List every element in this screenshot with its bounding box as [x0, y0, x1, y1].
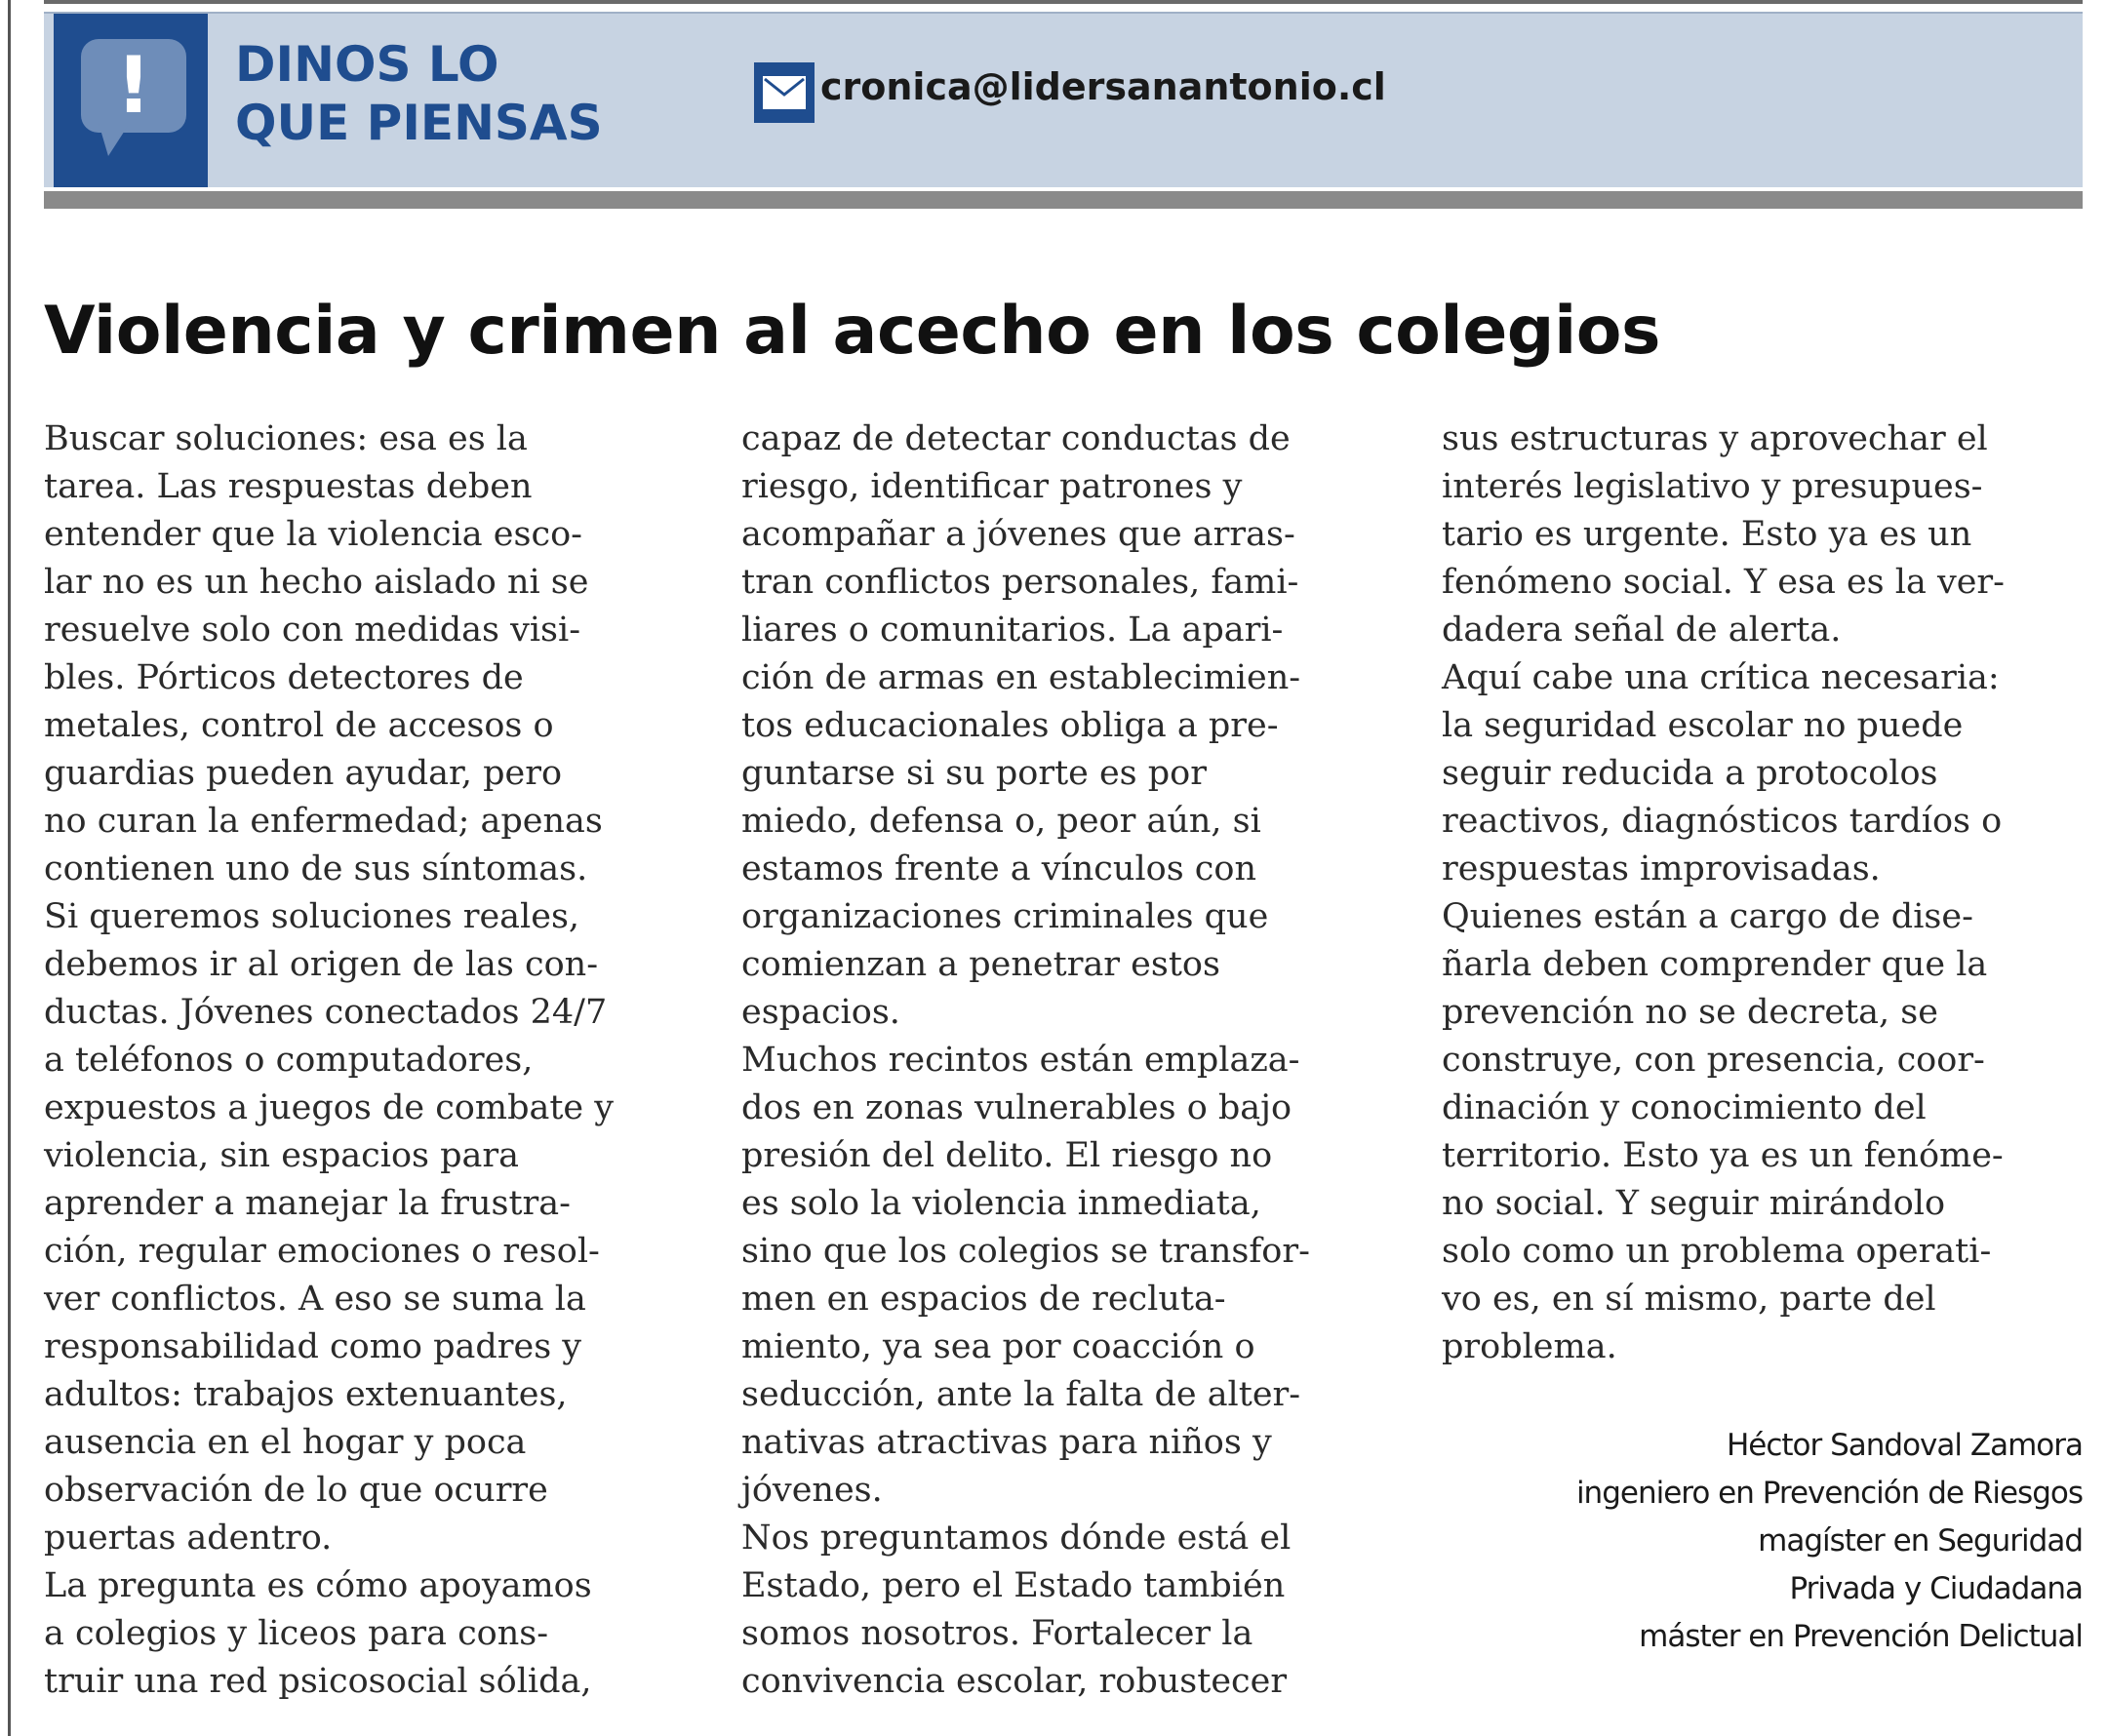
article-paragraph: capaz de detectar conductas de riesgo, identificar patrones y acompañar a jóvenes que arras- tran conflictos personales, fami- liares o comunitarios. La apari- ción de armas en establecimien- tos educacionales obliga a pre- guntarse si su porte es por miedo, defensa o, peor aún, si estamos frente a vínculos con organizaciones criminales que comienzan a penetrar estos espacios. [741, 419, 1301, 1032]
author-credential: ingeniero en Prevención de Riesgos [1575, 1476, 2083, 1511]
section-banner [44, 12, 2083, 187]
article-paragraph: La pregunta es cómo apoyamos a colegios y liceos para cons- truir una red psicosocial sólida, [44, 1566, 592, 1701]
author-name: Héctor Sandoval Zamora [1726, 1428, 2083, 1463]
contact-email[interactable]: cronica@lidersanantonio.cl [820, 65, 1386, 108]
section-title-line2: QUE PIENSAS [235, 95, 603, 151]
article-headline: Violencia y crimen al acecho en los colegios [44, 293, 1660, 370]
article-paragraph: sus estructuras y aprovechar el interés legislativo y presupues- tario es urgente. Esto ya es un fenómeno social. Y esa es la ver- dadera señal de alerta. [1442, 419, 2005, 650]
section-title [235, 35, 645, 152]
banner-icon-box [54, 14, 208, 187]
article-paragraph: Nos preguntamos dónde está el Estado, pero el Estado también somos nosotros. Fortalecer la convivencia escolar, robustecer [741, 1519, 1292, 1701]
article-column-2 [741, 415, 1405, 1706]
article-paragraph: Buscar soluciones: esa es la tarea. Las respuestas deben entender que la violencia esco- lar no es un hecho aislado ni se resuelve solo con medidas visi- bles. Pórticos detectores de metales, control de accesos o guardias pueden ayudar, pero no curan la enfermedad; apenas contienen uno de sus síntomas. [44, 419, 603, 888]
author-credential: magíster en Seguridad [1758, 1523, 2083, 1558]
article-paragraph: Aquí cabe una crítica necesaria: la seguridad escolar no puede seguir reducida a protocolos reactivos, diagnósticos tardíos o respuestas improvisadas. [1442, 658, 2003, 888]
author-signature [1576, 1422, 2083, 1661]
section-title-line1: DINOS LO [235, 36, 499, 93]
article-paragraph: Muchos recintos están emplaza- dos en zonas vulnerables o bajo presión del delito. El riesgo no es solo la violencia inmediata, sino que los colegios se transfor- men en espacios de recluta- miento, ya sea por coacción o seducción, ante la falta de alter- nativas atractivas para niños y jóvenes. [741, 1041, 1310, 1510]
article-paragraph: Quienes están a cargo de dise- ñarla deben comprender que la prevención no se decreta, se construye, con presencia, coor- dinación y conocimiento del territorio. Esto ya es un fenóme- no social. Y seguir mirándolo solo como un problema operati- vo es, en sí mismo, parte del problema. [1442, 897, 2004, 1366]
envelope-icon [754, 62, 815, 123]
author-credential: máster en Prevención Delictual [1639, 1619, 2083, 1654]
page-top-rule [44, 0, 2083, 4]
article-paragraph: Si queremos soluciones reales, debemos ir al origen de las con- ductas. Jóvenes conectados 24/7 a teléfonos o computadores, expuestos a juegos de combate y violencia, sin espacios para aprender a manejar la frustra- ción, regular emociones o resol- ver conflictos. A eso se suma la responsabilidad como padres y adultos: trabajos extenuantes, ausencia en el hogar y poca observación de lo que ocurre puertas adentro. [44, 897, 615, 1558]
page-left-rule [8, 0, 11, 1736]
author-credential: Privada y Ciudadana [1789, 1571, 2083, 1606]
exclamation-icon: ! [115, 40, 152, 131]
article-column-1 [44, 415, 707, 1706]
article-column-3 [1442, 415, 2105, 1371]
banner-underline [44, 191, 2083, 209]
